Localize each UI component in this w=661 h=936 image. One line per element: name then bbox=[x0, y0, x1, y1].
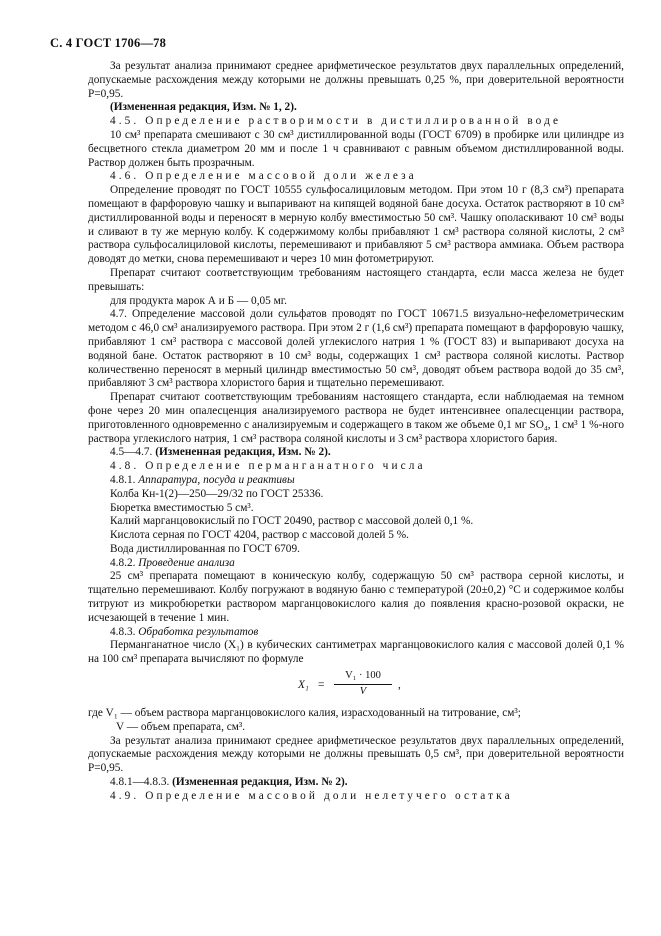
amendment-note: (Измененная редакция, Изм. № 2). bbox=[172, 776, 348, 789]
subsection-title: Проведение анализа bbox=[138, 556, 235, 569]
subsection-title: Обработка результатов bbox=[138, 625, 259, 638]
subsection-number: 4.8.2. bbox=[110, 556, 136, 569]
list-item: Колба Кн-1(2)—250—29/32 по ГОСТ 25336. bbox=[110, 487, 324, 500]
subsection-title: Аппаратура, посуда и реактивы bbox=[138, 473, 295, 486]
variable-definition: где V₁ — объем раствора марганцовокислого калия, израсходованный на титрование, см³; bbox=[88, 707, 521, 720]
amendment-note: (Измененная редакция, Изм. № 2). bbox=[155, 446, 331, 459]
section-range: 4.8.1—4.8.3. bbox=[110, 776, 170, 789]
page-header: С. 4 ГОСТ 1706—78 bbox=[50, 36, 167, 50]
subsection-heading bbox=[88, 557, 624, 571]
amendment-note: (Измененная редакция, Изм. № 1, 2). bbox=[110, 101, 297, 114]
amendment-line bbox=[88, 446, 624, 460]
formula-trail: , bbox=[398, 679, 401, 692]
formula bbox=[88, 667, 624, 707]
section-range: 4.5—4.7. bbox=[110, 446, 153, 459]
subsection-number: 4.8.3. bbox=[110, 625, 136, 638]
variable-definition: V — объем препарата, см³. bbox=[116, 720, 246, 733]
paragraph: Препарат считают соответствующим требованиям настоящего стандарта, если масса железа не будет превышать: bbox=[88, 266, 624, 293]
document-body bbox=[88, 60, 624, 804]
formula-fraction bbox=[334, 669, 392, 699]
amendment-line bbox=[88, 776, 624, 790]
list-item: Калий марганцовокислый по ГОСТ 20490, раствор с массовой долей 0,1 %. bbox=[110, 515, 474, 528]
list-item: Бюретка вместимостью 5 см³. bbox=[110, 501, 254, 514]
paragraph: 10 см³ препарата смешивают с 30 см³ дистиллированной воды (ГОСТ 6709) в пробирке или цилиндре из бесцветного стекла диаметром 20 мм и после 1 ч сравнивают с равным объемом дистиллированной воды. Раствор должен быть прозрачным. bbox=[88, 128, 624, 169]
formula-denominator: V bbox=[359, 685, 367, 697]
paragraph: 4.7. Определение массовой доли сульфатов проводят по ГОСТ 10671.5 визуально-нефелометрическим методом с 46,0 см³ анализируемого раствора. При этом 2 г (1,6 см³) препарата помещают в фарфоровую чашку, прибавляют 1 см³ раствора с массовой долей углекислого натрия 1 % (ГОСТ 83) и выпаривают досуха на водяной бане. Остаток растворяют в 10 см³ воды, содержащих 1 см³ раствора соляной кислоты. Раствор количественно переносят в мерный цилиндр вместимостью 50 см³, доводят объем раствора водой до 35 см³, прибавляют 3 см³ раствора хлористого бария и тщательно перемешивают. bbox=[88, 308, 624, 390]
formula-lhs: X₁ bbox=[298, 679, 309, 692]
subsection-heading bbox=[88, 474, 624, 488]
section-heading: 4.8. Определение перманганатного числа bbox=[110, 460, 426, 473]
paragraph: Определение проводят по ГОСТ 10555 сульфосалициловым методом. При этом 10 г (8,3 см³) препарата помещают в фарфоровую чашку и выпаривают на кипящей водяной бане досуха. Остаток растворяют в 10 см³ дистиллированной воды и переносят в мерную колбу вместимостью 50 см³. Чашку ополаскивают 10 см³ воды и сливают в ту же мерную колбу. К содержимому колбы прибавляют 1 см³ раствора соляной кислоты, 2 см³ раствора сульфосалициловой кислоты, перемешивают и прибавляют 5 см³ раствора аммиака. Объем раствора доводят до метки, снова перемешивают и через 10 мин фотометрируют. bbox=[88, 184, 624, 266]
subsection-number: 4.8.1. bbox=[110, 473, 136, 486]
paragraph: За результат анализа принимают среднее арифметическое результатов двух параллельных определений, допускаемые расхождения между которыми не должны превышать 0,25 %, при доверительной вероятности P=0,95. bbox=[88, 60, 624, 100]
subsection-heading bbox=[88, 626, 624, 640]
paragraph: Препарат считают соответствующим требованиям настоящего стандарта, если наблюдаемая на темном фоне через 20 мин опалесценция анализируемого раствора не будет интенсивнее опалесценции раствора, приготовленного одновременно с анализируемым и содержащего в таком же объеме 0,1 мг SO₄, 1 см³ 1 %-ного раствора углекислого натрия, 1 см³ раствора соляной кислоты и 3 см³ раствора хлористого бария. bbox=[88, 391, 624, 445]
paragraph: 25 см³ препарата помещают в коническую колбу, содержащую 50 см³ раствора серной кислоты, и тщательно перемешивают. Колбу погружают в водяную баню с температурой (20±0,2) °С и содержимое колбы титруют из микробюретки раствором марганцовокислого калия до появления красно-розовой окраски, не исчезающей в течение 1 мин. bbox=[88, 570, 624, 624]
formula-numerator: V₁ · 100 bbox=[334, 669, 392, 685]
paragraph: За результат анализа принимают среднее арифметическое результатов двух параллельных определений, допускаемые расхождения между которыми не должны превышать 0,5 см³, при доверительной вероятности P=0,95. bbox=[88, 734, 624, 775]
list-item: Кислота серная по ГОСТ 4204, раствор с массовой долей 5 %. bbox=[110, 529, 409, 542]
paragraph: Перманганатное число (X₁) в кубических сантиметрах марганцовокислого калия с массовой долей 0,1 % на 100 см³ препарата вычисляют по формуле bbox=[88, 639, 624, 666]
paragraph: для продукта марок А и Б — 0,05 мг. bbox=[110, 294, 287, 307]
section-heading: 4.6. Определение массовой доли железа bbox=[110, 170, 417, 183]
formula-equals: = bbox=[318, 679, 325, 692]
list-item: Вода дистиллированная по ГОСТ 6709. bbox=[110, 542, 300, 555]
section-heading: 4.5. Определение растворимости в дистиллированной воде bbox=[110, 115, 562, 128]
section-heading: 4.9. Определение массовой доли нелетучего остатка bbox=[110, 789, 513, 802]
